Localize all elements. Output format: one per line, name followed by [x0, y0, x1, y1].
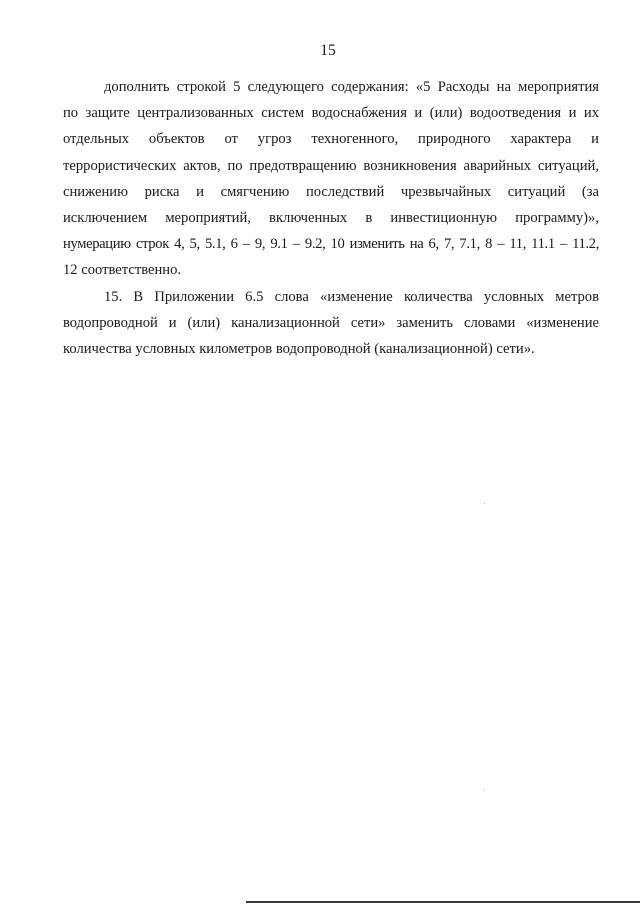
page-number: 15 — [320, 42, 336, 59]
text-line: снижению риска и смягчению последствий чрезвычайных ситуаций (за — [63, 183, 599, 200]
text-line: дополнить строкой 5 следующего содержания: «5 Расходы на мероприятия — [104, 79, 599, 95]
scan-speck — [484, 503, 485, 504]
text-line: нумерацию строк 4, 5, 5.1, 6 – 9, 9.1 – 9.2, 10 изменить на 6, 7, 7.1, 8 – 11, 11.1 – 11.2, — [63, 236, 599, 253]
text-line: террористических актов, по предотвращению возникновения аварийных ситуаций, — [63, 157, 599, 174]
text-line: количества условных километров водопроводной (канализационной) сети». — [63, 341, 535, 358]
paragraph-item-15 — [63, 284, 599, 363]
document-body — [63, 74, 599, 362]
paragraph-amendment-row-5 — [63, 74, 599, 284]
text-line: исключением мероприятий, включенных в инвестиционную программу)», — [63, 210, 599, 227]
scan-bottom-edge — [246, 901, 640, 903]
text-line: по защите централизованных систем водоснабжения и (или) водоотведения и их — [63, 105, 599, 122]
scan-speck — [484, 789, 485, 790]
text-line: отдельных объектов от угроз техногенного, природного характера и — [63, 131, 599, 148]
text-line: 12 соответственно. — [63, 262, 182, 279]
text-line: 15. В Приложении 6.5 слова «изменение количества условных метров — [104, 288, 599, 305]
text-line: водопроводной и (или) канализационной сети» заменить словами «изменение — [63, 314, 599, 331]
